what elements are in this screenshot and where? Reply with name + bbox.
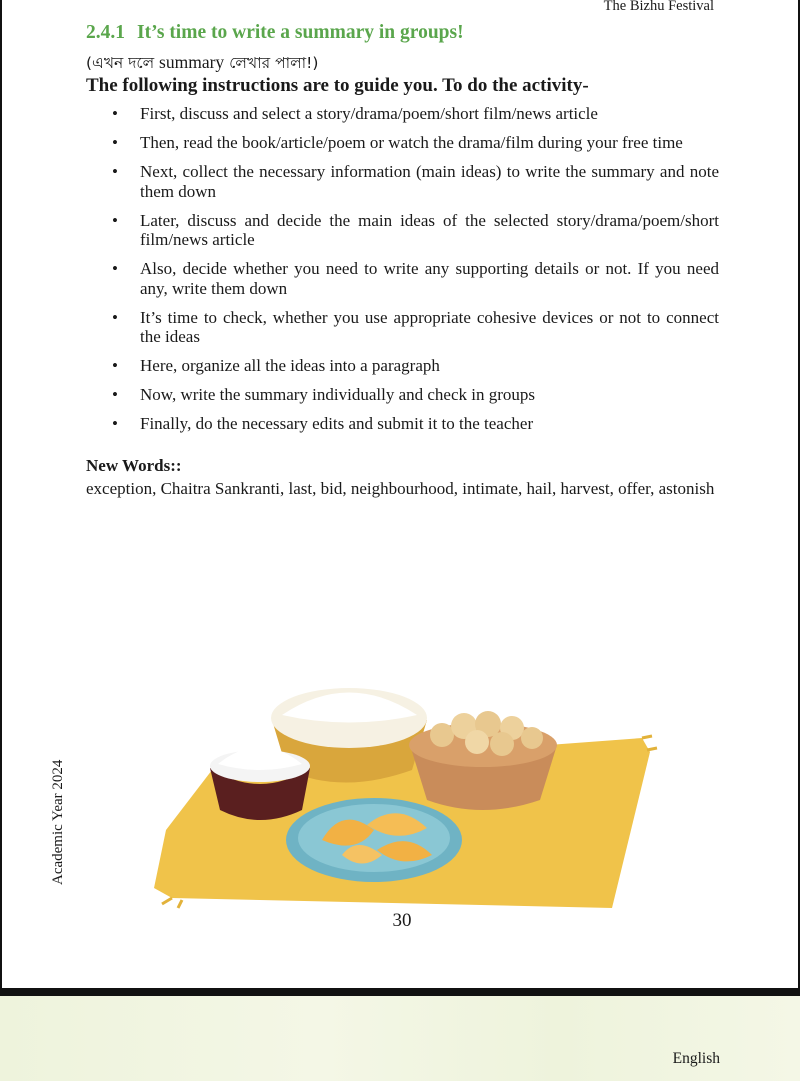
list-item	[86, 385, 719, 405]
section-title	[86, 22, 464, 44]
bullet-icon: •	[112, 210, 118, 230]
pitha-plate	[286, 798, 462, 882]
bullet-icon: •	[112, 162, 118, 181]
academic-year-label: Academic Year 2024	[50, 759, 66, 885]
new-words-heading: New Words::	[86, 456, 182, 475]
list-item	[86, 162, 719, 201]
bullet-icon: •	[112, 133, 118, 152]
list-item	[86, 356, 719, 376]
footer-area	[0, 996, 800, 1081]
sweets-basket	[409, 711, 557, 810]
section-title-text: It’s time to write a summary in groups!	[137, 22, 464, 43]
bengali-subtitle	[86, 51, 318, 77]
bullet-icon: •	[112, 104, 118, 123]
list-item-text: Now, write the summary individually and check in groups	[140, 385, 536, 404]
bullet-icon: •	[112, 385, 118, 404]
list-item	[86, 259, 719, 298]
running-head: The Bizhu Festival	[603, 0, 714, 14]
list-item-text: First, discuss and select a story/drama/poem/short film/news article	[140, 104, 598, 123]
footer-label: English	[672, 1050, 720, 1067]
list-item-text: Next, collect the necessary information (main ideas) to write the summary and note them down	[140, 162, 719, 201]
new-words-list: exception, Chaitra Sankranti, last, bid, neighbourhood, intimate, hail, harvest, offer, astonish	[86, 479, 715, 498]
bullet-icon: •	[112, 307, 118, 327]
bengali-close: লেখার পালা!)	[224, 54, 319, 72]
list-item	[86, 308, 719, 347]
list-item-text: Finally, do the necessary edits and submit it to the teacher	[140, 414, 534, 433]
bullet-icon: •	[112, 356, 118, 375]
list-item-text: It’s time to check, whether you use appropriate cohesive devices or not to connect the ideas	[140, 307, 719, 346]
list-item	[86, 104, 719, 124]
page-bottom-divider	[0, 988, 800, 996]
page-number: 30	[392, 910, 412, 931]
festival-food-illustration	[142, 660, 662, 910]
instructions-lead: The following instructions are to guide you. To do the activity-	[86, 75, 589, 96]
bullet-icon: •	[112, 259, 118, 278]
list-item-text: Then, read the book/article/poem or watch the drama/film during your free time	[140, 133, 683, 152]
list-item	[86, 133, 719, 153]
bengali-open: (এখন দলে	[86, 54, 160, 72]
instruction-list	[86, 104, 719, 443]
bengali-english-word: summary	[159, 52, 225, 72]
bullet-icon: •	[112, 414, 118, 433]
list-item-text: Later, discuss and decide the main ideas of the selected story/drama/poem/short film/news article	[140, 210, 719, 249]
list-item-text: Also, decide whether you need to write any supporting details or not. If you need any, write them down	[140, 259, 719, 298]
list-item-text: Here, organize all the ideas into a paragraph	[140, 356, 440, 375]
section-number: 2.4.1	[86, 22, 125, 43]
list-item	[86, 211, 719, 250]
list-item	[86, 414, 719, 434]
